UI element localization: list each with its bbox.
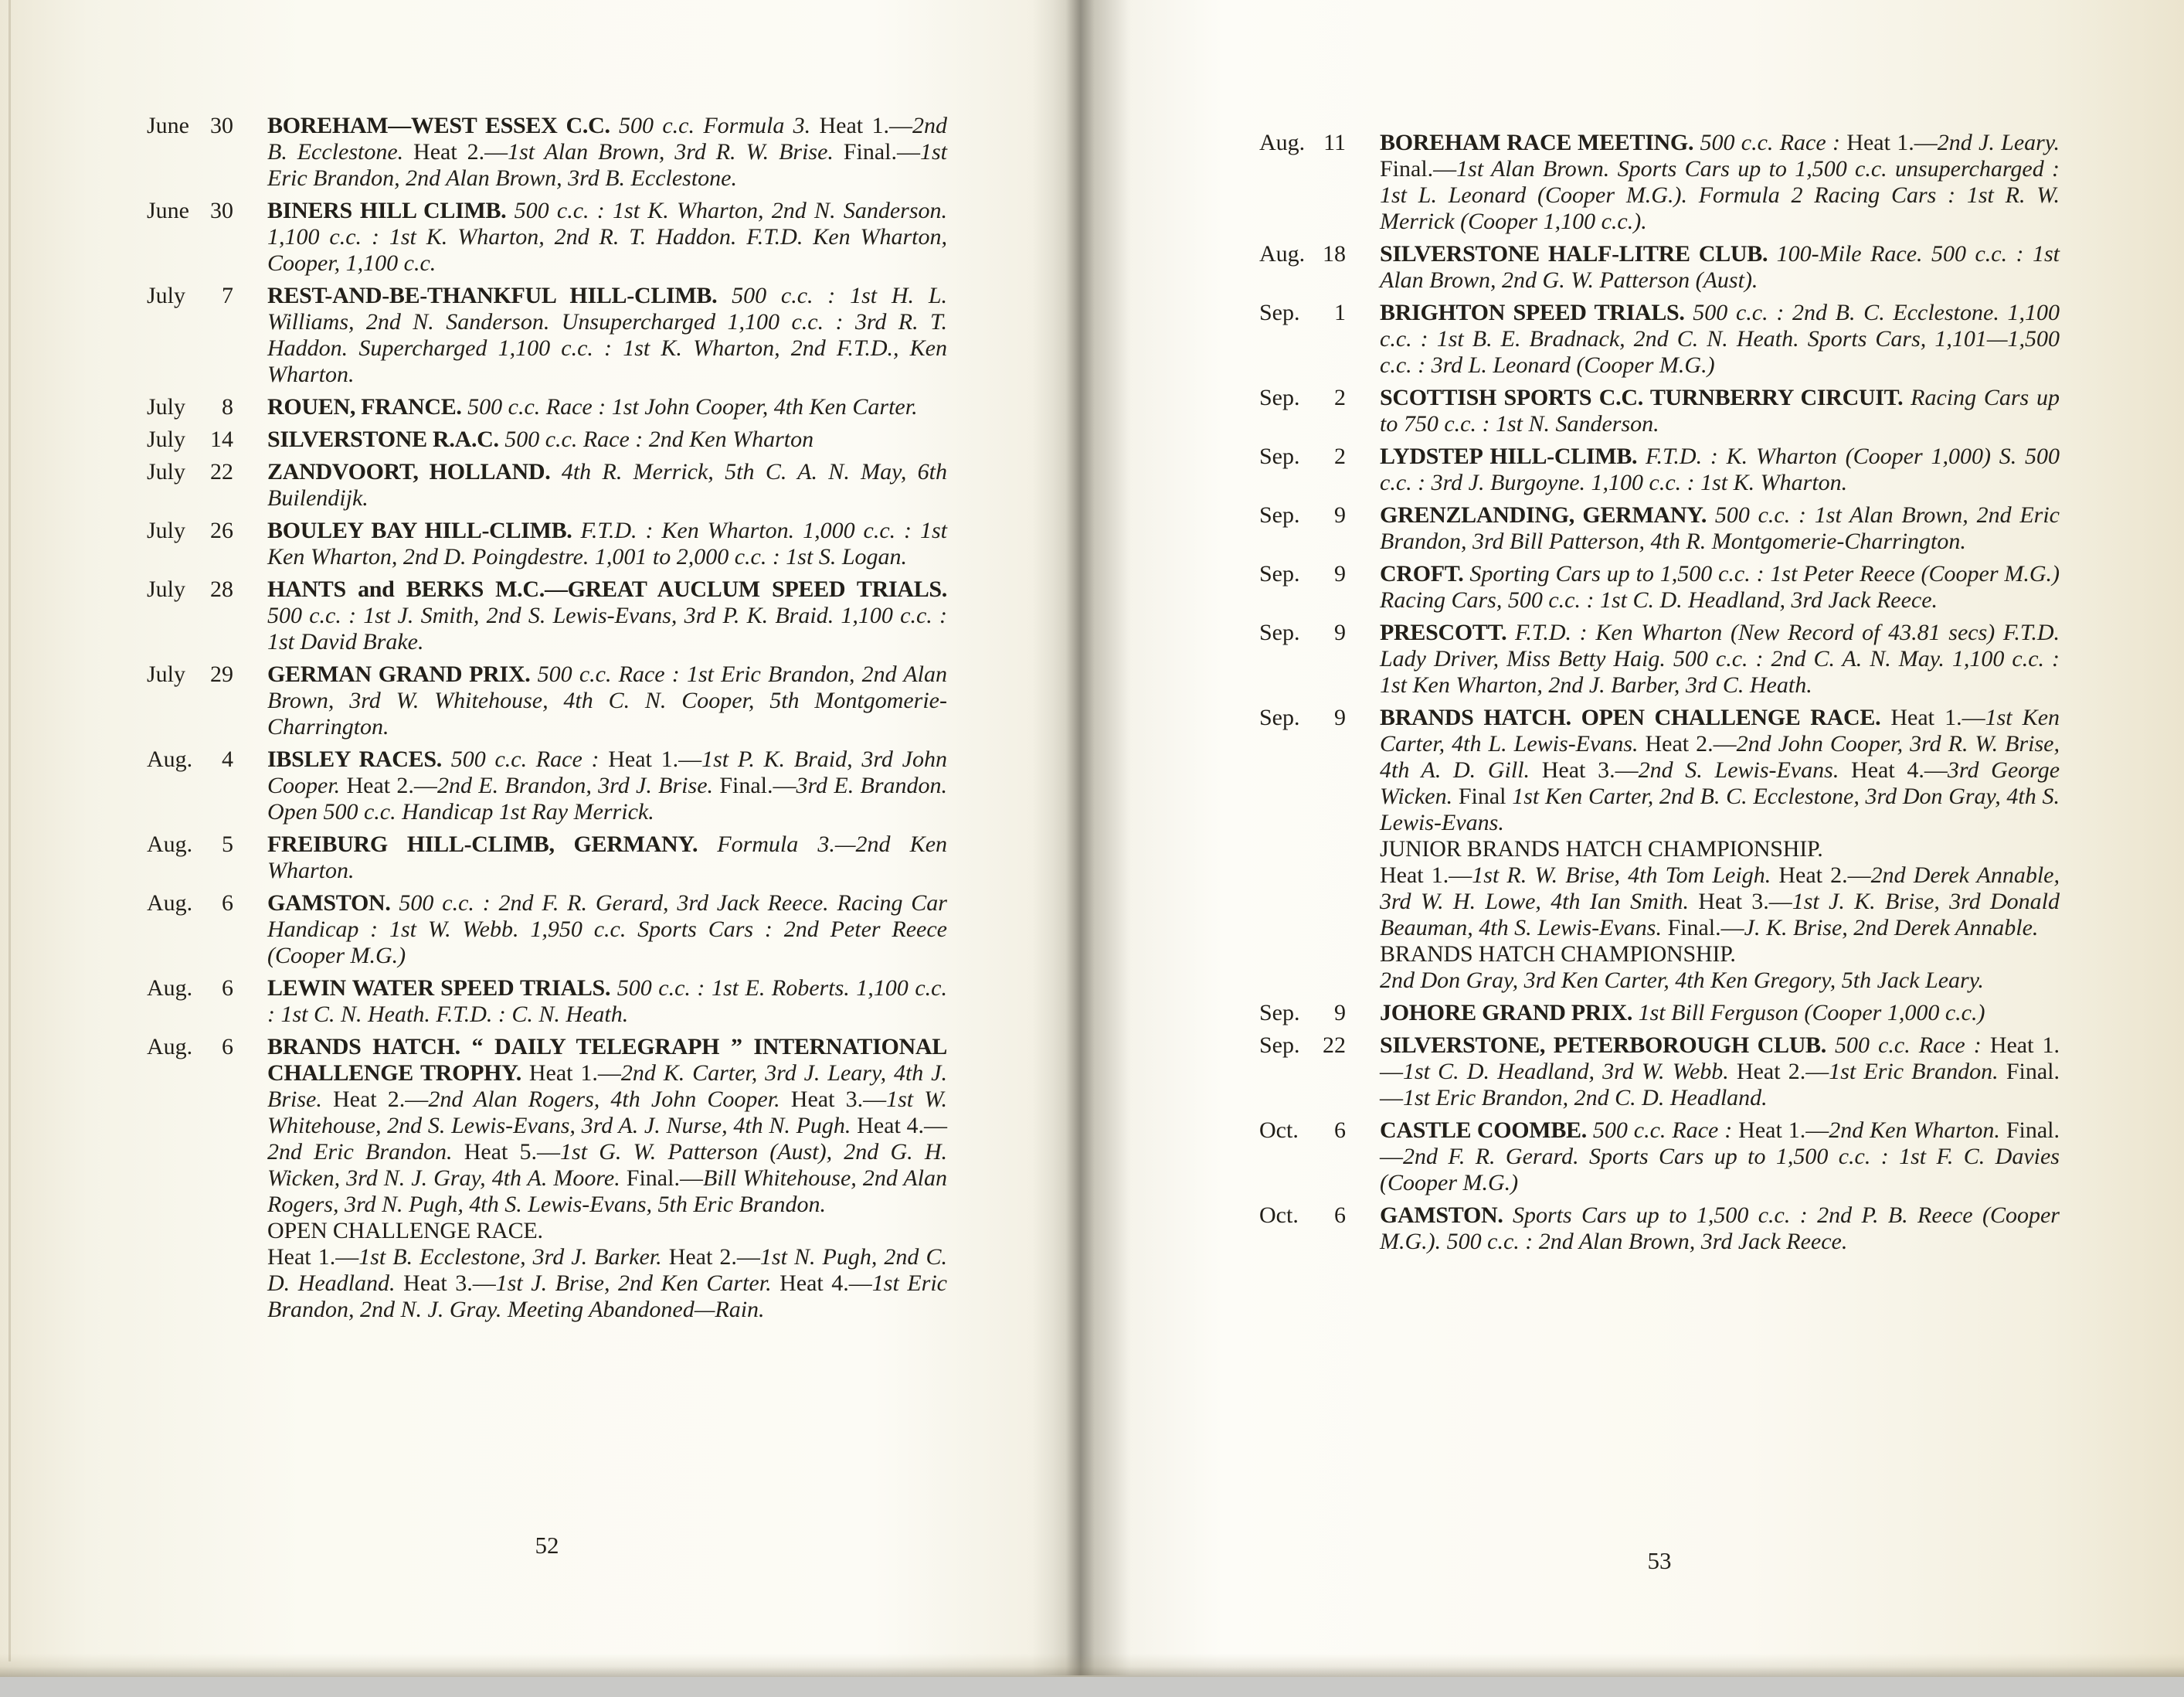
entry-day: 29 <box>210 661 233 687</box>
event-title: LYDSTEP HILL-CLIMB. <box>1380 444 1638 469</box>
event-title: IBSLEY RACES. <box>267 746 442 772</box>
page-number-left: 52 <box>535 1532 559 1559</box>
entry-date <box>147 198 233 277</box>
entry-month: Aug. <box>147 1034 193 1059</box>
result-text: 2nd Don Gray, 3rd Ken Carter, 4th Ken Gregory, 5th Jack Leary. <box>1380 968 1984 993</box>
entry-month: Sep. <box>1259 561 1300 587</box>
page-crease-line <box>8 0 11 1661</box>
result-text: 1st B. Ecclestone, 3rd J. Barker. <box>358 1244 662 1270</box>
entry-month: Oct. <box>1259 1202 1299 1228</box>
race-entry <box>147 427 947 453</box>
race-entry <box>1259 130 2060 235</box>
entry-text-block <box>1380 705 2060 836</box>
entry-date <box>1259 130 1346 235</box>
entry-date <box>147 459 233 512</box>
result-text: 3rd E. Brandon. Open 500 c.c. Handicap 1st Ray Merrick. <box>267 773 948 825</box>
result-text: 2nd B. Ecclestone. <box>267 113 947 165</box>
event-title: BINERS HILL CLIMB. <box>267 198 507 223</box>
entry-day: 6 <box>222 975 233 1001</box>
entry-date <box>1259 300 1346 379</box>
entry-results <box>267 975 947 1028</box>
sub-heading: JUNIOR BRANDS HATCH CHAMPIONSHIP. <box>1380 836 1823 862</box>
entry-results <box>267 518 947 570</box>
result-text: 2nd F. R. Gerard. Sports Cars up to 1,500 c.c. : 1st F. C. Davies (Cooper M.G.) <box>1380 1144 2060 1195</box>
event-title: PRESCOTT. <box>1380 620 1507 645</box>
result-text: 1st R. W. Brise, 4th Tom Leigh. <box>1472 862 1771 888</box>
entry-date <box>1259 502 1346 555</box>
entry-results <box>267 831 947 884</box>
entry-text-block <box>1380 444 2060 496</box>
entry-month: Aug. <box>147 975 193 1001</box>
result-text: Heat 3.— <box>1530 757 1639 783</box>
result-text: Final.— <box>713 773 796 798</box>
entry-month: Sep. <box>1259 502 1300 528</box>
entry-results <box>1380 705 2060 994</box>
result-text: 1st Alan Brown. Sports Cars up to 1,500 c.c. unsupercharged : 1st L. Leonard (Cooper M.G.). Formula 2 Racing Cars : 1st R. W. Merrick (Cooper 1,100 c.c.). <box>1380 156 2060 234</box>
race-entry <box>1259 705 2060 994</box>
entry-month: July <box>147 394 186 420</box>
entry-day: 9 <box>1334 705 1346 730</box>
result-text: 1st Bill Ferguson (Cooper 1,000 c.c.) <box>1632 1000 1985 1025</box>
entry-text-block <box>1380 968 2060 994</box>
result-text: Final.— <box>1661 915 1744 940</box>
entry-text-block <box>1380 1000 2060 1026</box>
event-title: CASTLE COOMBE. <box>1380 1117 1587 1143</box>
entry-month: Oct. <box>1259 1117 1299 1143</box>
entry-results <box>1380 444 2060 496</box>
result-text: Heat 3.— <box>395 1270 496 1296</box>
event-title: ZANDVOORT, HOLLAND. <box>267 459 551 485</box>
entry-text-block <box>267 975 947 1028</box>
race-entry <box>1259 300 2060 379</box>
entry-month: Sep. <box>1259 705 1300 730</box>
result-text: 2nd K. Carter, 3rd J. Leary, 4th J. Brise. <box>267 1060 947 1112</box>
result-text: 2nd Eric Brandon. <box>267 1139 453 1165</box>
result-text: Bill Whitehouse, 2nd Alan Rogers, 3rd N. Pugh, 4th S. Lewis-Evans, 5th Eric Brandon. <box>267 1165 947 1217</box>
entry-results <box>1380 300 2060 379</box>
result-text: Heat 1.— <box>1380 862 1472 888</box>
event-title: BOULEY BAY HILL-CLIMB. <box>267 518 572 543</box>
entry-day: 2 <box>1334 385 1346 410</box>
race-entry <box>1259 561 2060 614</box>
event-title: BOREHAM RACE MEETING. <box>1380 130 1694 155</box>
event-title: BRIGHTON SPEED TRIALS. <box>1380 300 1685 325</box>
entry-month: June <box>147 113 189 138</box>
result-text: F.T.D. : Ken Wharton (New Record of 43.81 secs) F.T.D. Lady Driver, Miss Betty Haig. 500 c.c. : 2nd C. A. N. May. 1,100 c.c. : 1st Ken Wharton, 2nd J. Barber, 3rd C. Heath. <box>1380 620 2060 698</box>
entry-month: June <box>147 198 189 223</box>
book-gutter-shadow <box>1032 0 1131 1675</box>
result-text: 2nd Alan Rogers, 4th John Cooper. <box>428 1087 780 1112</box>
event-title: REST-AND-BE-THANKFUL HILL-CLIMB. <box>267 283 718 308</box>
entry-day: 6 <box>1334 1117 1346 1143</box>
entry-month: Sep. <box>1259 385 1300 410</box>
race-entry <box>147 890 947 969</box>
entry-month: Sep. <box>1259 444 1300 469</box>
event-title: SILVERSTONE, PETERBOROUGH CLUB. <box>1380 1032 1826 1058</box>
race-entry <box>147 113 947 192</box>
race-entry <box>147 661 947 740</box>
result-text: 500 c.c. Race : <box>1586 1117 1739 1143</box>
entry-text-block <box>267 890 947 969</box>
result-text: Heat 1.— <box>1380 1032 2060 1084</box>
entry-text-block <box>1380 1032 2060 1111</box>
race-entry <box>147 746 947 825</box>
race-entry <box>1259 1117 2060 1196</box>
entry-results <box>1380 561 2060 614</box>
race-entry <box>147 1034 947 1323</box>
event-title: HANTS and BERKS M.C.—GREAT AUCLUM SPEED TRIALS. <box>267 576 947 602</box>
entry-day: 2 <box>1334 444 1346 469</box>
event-title: JOHORE GRAND PRIX. <box>1380 1000 1633 1025</box>
result-text: 1st G. W. Patterson (Aust), 2nd G. H. Wicken, 3rd N. J. Gray, 4th A. Moore. <box>267 1139 947 1191</box>
entry-text-block <box>1380 561 2060 614</box>
result-text: Heat 2.— <box>1638 731 1737 757</box>
result-text: 2nd S. Lewis-Evans. <box>1638 757 1839 783</box>
entry-date <box>147 518 233 570</box>
event-title: SCOTTISH SPORTS C.C. TURNBERRY CIRCUIT. <box>1380 385 1904 410</box>
entry-day: 28 <box>210 576 233 602</box>
result-text: Heat 4.— <box>771 1270 872 1296</box>
result-text: 500 c.c. Race : <box>1693 130 1847 155</box>
entry-date <box>147 831 233 884</box>
entry-results <box>267 661 947 740</box>
entry-day: 30 <box>210 113 233 138</box>
entry-results <box>267 394 947 420</box>
entry-date <box>1259 1117 1346 1196</box>
entry-date <box>147 427 233 453</box>
race-entry <box>1259 502 2060 555</box>
entry-text-block <box>267 198 947 277</box>
entry-results <box>1380 241 2060 294</box>
entry-text-block <box>267 1218 947 1244</box>
entry-text-block <box>1380 836 2060 862</box>
result-text: 1st W. Whitehouse, 2nd S. Lewis-Evans, 3rd A. J. Nurse, 4th N. Pugh. <box>267 1087 948 1138</box>
entry-results <box>1380 620 2060 699</box>
entry-text-block <box>1380 241 2060 294</box>
right-page <box>1092 0 2184 1697</box>
result-text: Final.— <box>1380 156 1457 182</box>
entry-day: 6 <box>222 1034 233 1059</box>
entry-text-block <box>267 746 947 825</box>
entry-month: July <box>147 576 186 602</box>
result-text: Racing Cars up to 750 c.c. : 1st N. Sanderson. <box>1380 385 2060 437</box>
result-text: 2nd J. Leary. <box>1937 130 2060 155</box>
result-text: 3rd George Wicken. <box>1380 757 2060 809</box>
left-page-content <box>147 113 947 1329</box>
entry-month: Aug. <box>1259 130 1306 155</box>
result-text: 1st J. K. Brise, 3rd Donald Beauman, 4th S. Lewis-Evans. <box>1380 889 2060 940</box>
race-entry <box>147 394 947 420</box>
entry-date <box>1259 561 1346 614</box>
race-entry <box>147 831 947 884</box>
event-title: ROUEN, FRANCE. <box>267 394 462 420</box>
race-entry <box>147 283 947 388</box>
result-text: 1st Eric Brandon, 2nd Alan Brown, 3rd B. Ecclestone. <box>267 139 947 191</box>
entry-day: 8 <box>222 394 233 420</box>
result-text: Heat 2.— <box>321 1087 429 1112</box>
entry-day: 11 <box>1323 130 1346 155</box>
result-text: Sporting Cars up to 1,500 c.c. : 1st Peter Reece (Cooper M.G.) Racing Cars, 500 c.c. : 1st C. D. Headland, 3rd Jack Reece. <box>1380 561 2060 613</box>
race-entry <box>1259 444 2060 496</box>
event-title: GRENZLANDING, GERMANY. <box>1380 502 1707 528</box>
result-text: F.T.D. : K. Wharton (Cooper 1,000) S. 500 c.c. : 3rd J. Burgoyne. 1,100 c.c. : 1st K. Wharton. <box>1380 444 2060 495</box>
event-title: CROFT. <box>1380 561 1464 587</box>
result-text: 2nd John Cooper, 3rd R. W. Brise, 4th A. D. Gill. <box>1380 731 2060 783</box>
entry-results <box>267 198 947 277</box>
entry-month: July <box>147 427 186 452</box>
entry-date <box>1259 241 1346 294</box>
entry-text-block <box>1380 862 2060 941</box>
entry-date <box>1259 444 1346 496</box>
entry-results <box>267 576 947 655</box>
entry-results <box>267 459 947 512</box>
event-title: SILVERSTONE HALF-LITRE CLUB. <box>1380 241 1768 267</box>
entry-date <box>1259 385 1346 437</box>
entry-results <box>267 1034 947 1323</box>
result-text: Heat 1.— <box>810 113 912 138</box>
result-text: 500 c.c. Race : 1st John Cooper, 4th Ken Carter. <box>461 394 918 420</box>
entry-results <box>1380 1202 2060 1255</box>
entry-date <box>1259 1032 1346 1111</box>
entry-date <box>147 890 233 969</box>
event-title: BRANDS HATCH. “ DAILY TELEGRAPH ” INTERNATIONAL CHALLENGE TROPHY. <box>267 1034 947 1086</box>
race-entry <box>1259 620 2060 699</box>
result-text: 1st Eric Brandon. <box>1829 1059 1999 1084</box>
entry-results <box>1380 1000 2060 1026</box>
result-text: Heat 1.— <box>267 1244 359 1270</box>
entry-date <box>147 576 233 655</box>
entry-results <box>1380 1032 2060 1111</box>
result-text: 1st Ken Carter, 2nd B. C. Ecclestone, 3rd Don Gray, 4th S. Lewis-Evans. <box>1380 784 2060 835</box>
race-entry <box>147 576 947 655</box>
race-entry <box>147 459 947 512</box>
entry-month: Sep. <box>1259 300 1300 325</box>
entry-day: 9 <box>1334 620 1346 645</box>
entry-date <box>147 975 233 1028</box>
result-text: 2nd Ken Wharton. <box>1829 1117 2000 1143</box>
entry-text-block <box>267 1244 947 1323</box>
result-text: 500 c.c. : 1st H. L. Williams, 2nd N. Sanderson. Unsupercharged 1,100 c.c. : 3rd R. T. Haddon. Supercharged 1,100 c.c. : 1st K. Wharton, 2nd F.T.D., Ken Wharton. <box>267 283 947 387</box>
entry-day: 6 <box>1334 1202 1346 1228</box>
result-text: F.T.D. : Ken Wharton. 1,000 c.c. : 1st Ken Wharton, 2nd D. Poingdestre. 1,001 to 2,000 c.c. : 1st S. Logan. <box>267 518 947 570</box>
result-text: 2nd E. Brandon, 3rd J. Brise. <box>436 773 714 798</box>
result-text: 500 c.c. Race : 2nd Ken Wharton <box>498 427 814 452</box>
entry-month: Sep. <box>1259 1032 1300 1058</box>
entry-text-block <box>1380 1202 2060 1255</box>
result-text: Heat 2.— <box>661 1244 760 1270</box>
race-entry <box>147 198 947 277</box>
entry-results <box>1380 130 2060 235</box>
result-text: 500 c.c. : 2nd F. R. Gerard, 3rd Jack Reece. Racing Car Handicap : 1st W. Webb. 1,950 c.c. Sports Cars : 2nd Peter Reece (Cooper M.G.) <box>267 890 947 968</box>
entry-results <box>1380 1117 2060 1196</box>
entry-date <box>147 661 233 740</box>
race-entry <box>1259 1000 2060 1026</box>
entry-text-block <box>1380 620 2060 699</box>
entry-date <box>147 1034 233 1323</box>
entry-day: 18 <box>1323 241 1346 267</box>
entry-day: 5 <box>222 831 233 857</box>
entry-text-block <box>267 427 947 453</box>
entry-day: 9 <box>1334 1000 1346 1025</box>
entry-month: Sep. <box>1259 1000 1300 1025</box>
race-entry <box>1259 385 2060 437</box>
result-text: 1st Eric Brandon, 2nd N. J. Gray. Meeting Abandoned—Rain. <box>267 1270 947 1322</box>
result-text: 500 c.c. : 2nd B. C. Ecclestone. 1,100 c.c. : 1st B. E. Bradnack, 2nd C. N. Heath. Sports Cars, 1,101—1,500 c.c. : 3rd L. Leonard (Cooper M.G.) <box>1380 300 2060 378</box>
entry-date <box>1259 1000 1346 1026</box>
right-page-content <box>1259 130 2060 1261</box>
entry-day: 7 <box>222 283 233 308</box>
entry-day: 6 <box>222 890 233 916</box>
result-text: Heat 4.— <box>1839 757 1948 783</box>
entry-text-block <box>267 113 947 192</box>
entry-text-block <box>1380 300 2060 379</box>
entry-date <box>147 394 233 420</box>
entry-day: 26 <box>210 518 233 543</box>
result-text: 1st Alan Brown, 3rd R. W. Brise. <box>508 139 834 165</box>
entry-month: July <box>147 518 186 543</box>
race-entry <box>147 518 947 570</box>
result-text: 1st N. Pugh, 2nd C. D. Headland. <box>267 1244 948 1296</box>
event-title: GERMAN GRAND PRIX. <box>267 661 531 687</box>
entry-results <box>267 113 947 192</box>
entry-results <box>1380 502 2060 555</box>
entry-text-block <box>1380 502 2060 555</box>
result-text: 4th R. Merrick, 5th C. A. N. May, 6th Builendijk. <box>267 459 947 511</box>
entry-day: 4 <box>222 746 233 772</box>
race-entries-list <box>1259 130 2060 1255</box>
entry-date <box>147 746 233 825</box>
result-text: Final <box>1452 784 1513 809</box>
race-entry <box>1259 241 2060 294</box>
race-entry <box>147 975 947 1028</box>
race-entry <box>1259 1202 2060 1255</box>
result-text: J. K. Brise, 2nd Derek Annable. <box>1744 915 2039 940</box>
entry-day: 1 <box>1334 300 1346 325</box>
page-number-right: 53 <box>1647 1547 1672 1574</box>
result-text: Heat 2.— <box>340 773 437 798</box>
entry-results <box>267 283 947 388</box>
entry-month: Aug. <box>1259 241 1306 267</box>
entry-month: Aug. <box>147 831 193 857</box>
result-text: Final.— <box>833 139 920 165</box>
result-text: Heat 1.— <box>521 1060 621 1086</box>
result-text: Heat 2.— <box>1771 862 1871 888</box>
result-text: Heat 4.— <box>851 1113 947 1138</box>
result-text: Final.— <box>620 1165 703 1191</box>
entry-day: 22 <box>210 459 233 485</box>
result-text: 1st J. Brise, 2nd Ken Carter. <box>495 1270 772 1296</box>
event-title: BRANDS HATCH. OPEN CHALLENGE RACE. <box>1380 705 1881 730</box>
race-entry <box>1259 1032 2060 1111</box>
entry-day: 30 <box>210 198 233 223</box>
event-title: GAMSTON. <box>267 890 391 916</box>
entry-text-block <box>267 283 947 388</box>
result-text: Heat 2.— <box>1728 1059 1829 1084</box>
entry-date <box>1259 705 1346 994</box>
event-title: FREIBURG HILL-CLIMB, GERMANY. <box>267 831 698 857</box>
entry-results <box>267 427 947 453</box>
result-text: Heat 2.— <box>403 139 508 165</box>
result-text: 500 c.c. : 1st Alan Brown, 2nd Eric Brandon, 3rd Bill Patterson, 4th R. Montgomerie-Charrington. <box>1380 502 2060 554</box>
result-text: Final.— <box>1380 1059 2060 1110</box>
entry-day: 14 <box>210 427 233 452</box>
result-text: Heat 1.— <box>1846 130 1938 155</box>
result-text: 500 c.c. Formula 3. <box>610 113 811 138</box>
result-text: 500 c.c. Race : <box>441 746 609 772</box>
result-text: 500 c.c. Race : <box>1826 1032 1990 1058</box>
entry-month: July <box>147 283 186 308</box>
entry-text-block <box>1380 385 2060 437</box>
entry-date <box>1259 620 1346 699</box>
result-text: Heat 5.— <box>452 1139 561 1165</box>
page-bottom-edge-shadow <box>0 1654 2184 1677</box>
entry-text-block <box>267 459 947 512</box>
entry-month: July <box>147 459 186 485</box>
result-text: Final.— <box>1380 1117 2060 1169</box>
entry-results <box>267 746 947 825</box>
sub-heading: BRANDS HATCH CHAMPIONSHIP. <box>1380 941 1736 967</box>
result-text: 500 c.c. : 1st K. Wharton, 2nd N. Sanderson. 1,100 c.c. : 1st K. Wharton, 2nd R. T. Haddon. F.T.D. Ken Wharton, Cooper, 1,100 c.c. <box>267 198 947 276</box>
entry-month: Aug. <box>147 890 193 916</box>
result-text: Heat 1.— <box>1880 705 1985 730</box>
entry-text-block <box>267 576 947 655</box>
race-entries-list <box>147 113 947 1323</box>
result-text: Heat 3.— <box>1688 889 1792 914</box>
event-title: BOREHAM—WEST ESSEX C.C. <box>267 113 610 138</box>
event-title: LEWIN WATER SPEED TRIALS. <box>267 975 611 1001</box>
result-text: 500 c.c. : 1st J. Smith, 2nd S. Lewis-Evans, 3rd P. K. Braid. 1,100 c.c. : 1st David Brake. <box>267 603 947 655</box>
entry-text-block <box>267 394 947 420</box>
entry-date <box>147 283 233 388</box>
result-text: Formula 3.—2nd Ken Wharton. <box>267 831 948 883</box>
result-text: 500 c.c. Race : 1st Eric Brandon, 2nd Alan Brown, 3rd W. Whitehouse, 4th C. N. Cooper, 5th Montgomerie-Charrington. <box>267 661 947 740</box>
entry-text-block <box>1380 941 2060 968</box>
scan-background-strip <box>0 1677 2184 1697</box>
sub-heading: OPEN CHALLENGE RACE. <box>267 1218 543 1243</box>
entry-text-block <box>267 831 947 884</box>
entry-results <box>1380 385 2060 437</box>
entry-month: Aug. <box>147 746 193 772</box>
result-text: 1st Eric Brandon, 2nd C. D. Headland. <box>1403 1085 1768 1110</box>
entry-month: Sep. <box>1259 620 1300 645</box>
result-text: 1st P. K. Braid, 3rd John Cooper. <box>267 746 947 798</box>
entry-text-block <box>1380 130 2060 235</box>
result-text: 100-Mile Race. 500 c.c. : 1st Alan Brown, 2nd G. W. Patterson (Aust). <box>1380 241 2060 293</box>
entry-text-block <box>267 1034 947 1218</box>
result-text: Heat 1.— <box>608 746 702 772</box>
event-title: SILVERSTONE R.A.C. <box>267 427 499 452</box>
result-text: Sports Cars up to 1,500 c.c. : 2nd P. B. Reece (Cooper M.G.). 500 c.c. : 2nd Alan Brown, 3rd Jack Reece. <box>1380 1202 2060 1254</box>
entry-text-block <box>267 518 947 570</box>
result-text: 1st C. D. Headland, 3rd W. Webb. <box>1403 1059 1729 1084</box>
result-text: Heat 3.— <box>780 1087 887 1112</box>
result-text: 1st Ken Carter, 4th L. Lewis-Evans. <box>1380 705 2060 757</box>
entry-day: 9 <box>1334 561 1346 587</box>
entry-day: 9 <box>1334 502 1346 528</box>
entry-text-block <box>1380 1117 2060 1196</box>
entry-day: 22 <box>1323 1032 1346 1058</box>
entry-text-block <box>267 661 947 740</box>
result-text: Heat 1.— <box>1738 1117 1829 1143</box>
entry-date <box>1259 1202 1346 1255</box>
entry-date <box>147 113 233 192</box>
entry-month: July <box>147 661 186 687</box>
event-title: GAMSTON. <box>1380 1202 1503 1228</box>
result-text: 500 c.c. : 1st E. Roberts. 1,100 c.c. : 1st C. N. Heath. F.T.D. : C. N. Heath. <box>267 975 947 1027</box>
result-text: 2nd Derek Annable, 3rd W. H. Lowe, 4th Ian Smith. <box>1380 862 2060 914</box>
entry-results <box>267 890 947 969</box>
